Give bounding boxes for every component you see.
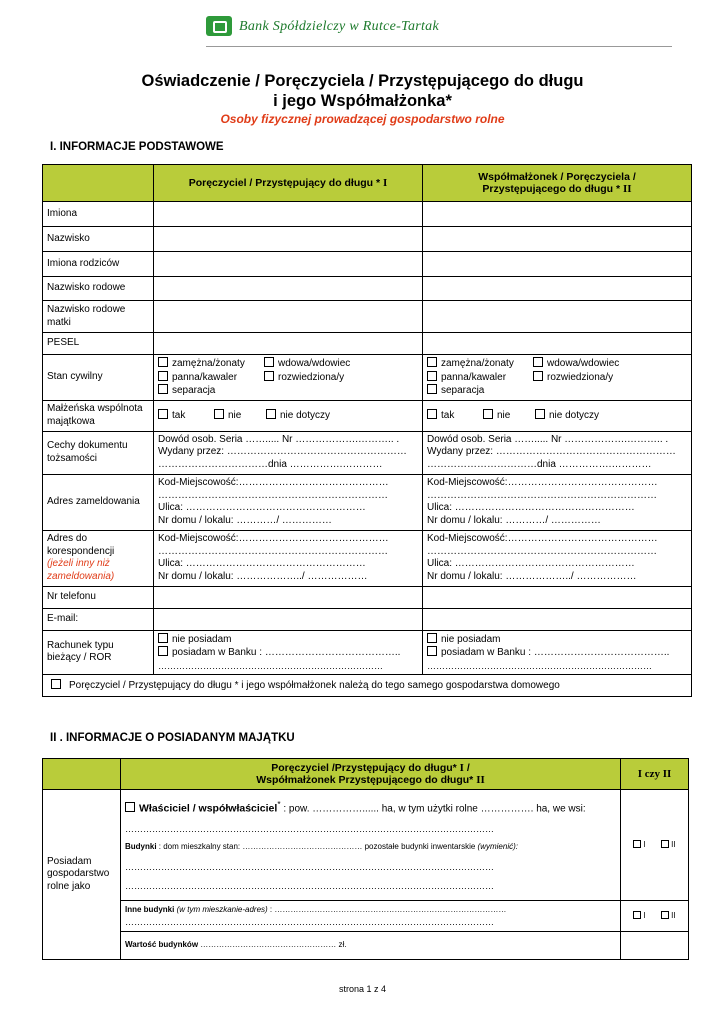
row-label-nazwisko: Nazwisko: [43, 227, 154, 252]
section2-title: II . INFORMACJE O POSIADANYM MAJĄTKU: [50, 732, 295, 744]
assets-table: [42, 758, 689, 960]
imiona-rodzicow-field-2[interactable]: [423, 252, 692, 277]
nazwisko-field-1[interactable]: [154, 227, 423, 252]
checkbox-nie-posiadam[interactable]: [427, 633, 437, 643]
checkbox-separacja[interactable]: [158, 384, 168, 394]
imiona-field-1[interactable]: [154, 202, 423, 227]
household-note: Poręczyciel / Przystępujący do długu * i jego współmałżonek należą do tego samego gospodarstwa domowego: [43, 675, 692, 697]
checkbox-zamezna[interactable]: [158, 357, 168, 367]
stan-cywilny-options-2: zamężna/żonaty wdowa/wdowiec panna/kawaler rozwiedziona/y separacja: [423, 355, 692, 401]
section1-title: I. INFORMACJE PODSTAWOWE: [50, 141, 224, 153]
basic-info-table: [42, 164, 692, 697]
table-corner: [43, 165, 154, 202]
row-label-telefon: Nr telefonu: [43, 586, 154, 608]
checkbox-owner-i[interactable]: [633, 840, 641, 848]
col-header-spouse: Współmałżonek / Poręczyciela / Przystępującego do długu * II: [423, 165, 692, 202]
checkbox-nie-dotyczy[interactable]: [266, 409, 276, 419]
checkbox-wdowa[interactable]: [264, 357, 274, 367]
adres-zameldowania-field-1[interactable]: Kod-Miejscowość:……………………………………… …………………………………………………………… Ulica: ……………………………………………… Nr domu / lokalu: …………/ ……………: [154, 474, 423, 530]
adres-zameldowania-field-2[interactable]: Kod-Miejscowość:……………………………………… …………………………………………………………… Ulica: ……………………………………………… Nr domu / lokalu: …………/ ……………: [423, 474, 692, 530]
telefon-field-2[interactable]: [423, 586, 692, 608]
row-label-posiadam: Posiadam gospodarstwo rolne jako: [43, 790, 121, 960]
checkbox-owner-ii[interactable]: [661, 840, 669, 848]
dokument-field-2[interactable]: Dowód osob. Seria ……..... Nr ……………….……….. . Wydany przez: ……………………………………………… ……………………………dnia …………….…………: [423, 431, 692, 474]
checkbox-inne-i[interactable]: [633, 911, 641, 919]
assets-col-i-or-ii: I czy II: [621, 759, 689, 790]
row-label-wspolnota: Małżeńska wspólnota majątkowa: [43, 400, 154, 431]
row-label-adres-zameldowania: Adres zameldowania: [43, 474, 154, 530]
checkbox-posiadam[interactable]: [427, 646, 437, 656]
col-header-guarantor: Poręczyciel / Przystępujący do długu * I: [154, 165, 423, 202]
row-label-imiona: Imiona: [43, 202, 154, 227]
document-subtitle: Osoby fizycznej prowadzącej gospodarstwo rolne: [220, 112, 505, 126]
checkbox-panna[interactable]: [427, 371, 437, 381]
row-label-pesel: PESEL: [43, 333, 154, 355]
wspolnota-options-1: tak nie nie dotyczy: [154, 400, 423, 431]
header-divider: [206, 46, 672, 47]
row-label-email: E-mail:: [43, 608, 154, 630]
checkbox-rozwiedziona[interactable]: [264, 371, 274, 381]
checkbox-nie-posiadam[interactable]: [158, 633, 168, 643]
wspolnota-options-2: tak nie nie dotyczy: [423, 400, 692, 431]
checkbox-tak[interactable]: [427, 409, 437, 419]
bank-name: Bank Spółdzielczy w Rutce-Tartak: [239, 19, 439, 34]
checkbox-tak[interactable]: [158, 409, 168, 419]
pesel-field-2[interactable]: [423, 333, 692, 355]
pesel-field-1[interactable]: [154, 333, 423, 355]
checkbox-nie[interactable]: [214, 409, 224, 419]
email-field-2[interactable]: [423, 608, 692, 630]
row-label-imiona-rodzicow: Imiona rodziców: [43, 252, 154, 277]
document-title-line2: i jego Współmałżonka*: [273, 92, 452, 110]
nazwisko-field-2[interactable]: [423, 227, 692, 252]
nazwisko-rodowe-matki-field-1[interactable]: [154, 301, 423, 333]
checkbox-nie-dotyczy[interactable]: [535, 409, 545, 419]
imiona-rodzicow-field-1[interactable]: [154, 252, 423, 277]
row-label-nazwisko-rodowe: Nazwisko rodowe: [43, 277, 154, 301]
bank-header: [206, 16, 686, 38]
nazwisko-rodowe-matki-field-2[interactable]: [423, 301, 692, 333]
inne-i-ii-select: I II: [621, 901, 689, 932]
nazwisko-rodowe-field-2[interactable]: [423, 277, 692, 301]
wartosc-empty: [621, 932, 689, 960]
checkbox-wlasciciel[interactable]: [125, 802, 135, 812]
checkbox-rozwiedziona[interactable]: [533, 371, 543, 381]
bank-logo-icon: [206, 16, 232, 36]
row-label-rachunek: Rachunek typu bieżący / ROR: [43, 630, 154, 675]
stan-cywilny-options-1: zamężna/żonaty wdowa/wdowiec panna/kawaler rozwiedziona/y separacja: [154, 355, 423, 401]
email-field-1[interactable]: [154, 608, 423, 630]
assets-col-header: Poręczyciel /Przystępujący do długu* I / Współmałżonek Przystępującego do długu* II: [121, 759, 621, 790]
nazwisko-rodowe-field-1[interactable]: [154, 277, 423, 301]
checkbox-wdowa[interactable]: [533, 357, 543, 367]
adres-korespondencji-field-2[interactable]: Kod-Miejscowość:……………………………………… …………………………………………………………… Ulica: ……………………………………………… Nr domu / lokalu: ………………../ ………………: [423, 530, 692, 586]
row-label-nazwisko-rodowe-matki: Nazwisko rodowe matki: [43, 301, 154, 333]
wartosc-budynkow[interactable]: Wartość budynków …………………………………………… zł.: [121, 932, 621, 960]
telefon-field-1[interactable]: [154, 586, 423, 608]
checkbox-separacja[interactable]: [427, 384, 437, 394]
row-label-adres-korespondencji: Adres do korespondencji (jeżeli inny niż zameldowania): [43, 530, 154, 586]
row-label-dokument: Cechy dokumentu tożsamości: [43, 431, 154, 474]
page-number: strona 1 z 4: [338, 984, 387, 994]
checkbox-same-household[interactable]: [51, 679, 61, 689]
checkbox-panna[interactable]: [158, 371, 168, 381]
imiona-field-2[interactable]: [423, 202, 692, 227]
owner-i-ii-select: I II: [621, 790, 689, 901]
inne-budynki-details[interactable]: Inne budynki (w tym mieszkanie-adres) : …………………………………………………………………………… ……………………………………………………………………………………………………………: [121, 901, 621, 932]
checkbox-nie[interactable]: [483, 409, 493, 419]
rachunek-options-1: nie posiadam posiadam w Banku : ………………………………….. …………………………………………………………………: [154, 630, 423, 675]
assets-table-corner: [43, 759, 121, 790]
checkbox-zamezna[interactable]: [427, 357, 437, 367]
row-label-stan-cywilny: Stan cywilny: [43, 355, 154, 401]
checkbox-inne-ii[interactable]: [661, 911, 669, 919]
owner-details[interactable]: Właściciel / współwłaściciel* : pow. ……………...... ha, w tym użytki rolne ……………. ha, we wsi: …………………………………………………………………………………………………………… Budynki : dom mieszkalny stan: ……………………………………… pozostałe budynki inwentarskie (wymienić): …………………………………………………………………………………………………………… ……………………………………………………………………………………………………………: [121, 790, 621, 901]
dokument-field-1[interactable]: Dowód osob. Seria ……..... Nr ……………….……….. . Wydany przez: ……………………………………………… ……………………………dnia …………….…………: [154, 431, 423, 474]
document-title-line1: Oświadczenie / Poręczyciela / Przystępującego do długu: [141, 72, 584, 90]
rachunek-options-2: nie posiadam posiadam w Banku : ………………………………….. …………………………………………………………………: [423, 630, 692, 675]
adres-korespondencji-field-1[interactable]: Kod-Miejscowość:……………………………………… …………………………………………………………… Ulica: ……………………………………………… Nr domu / lokalu: ………………../ ………………: [154, 530, 423, 586]
checkbox-posiadam[interactable]: [158, 646, 168, 656]
